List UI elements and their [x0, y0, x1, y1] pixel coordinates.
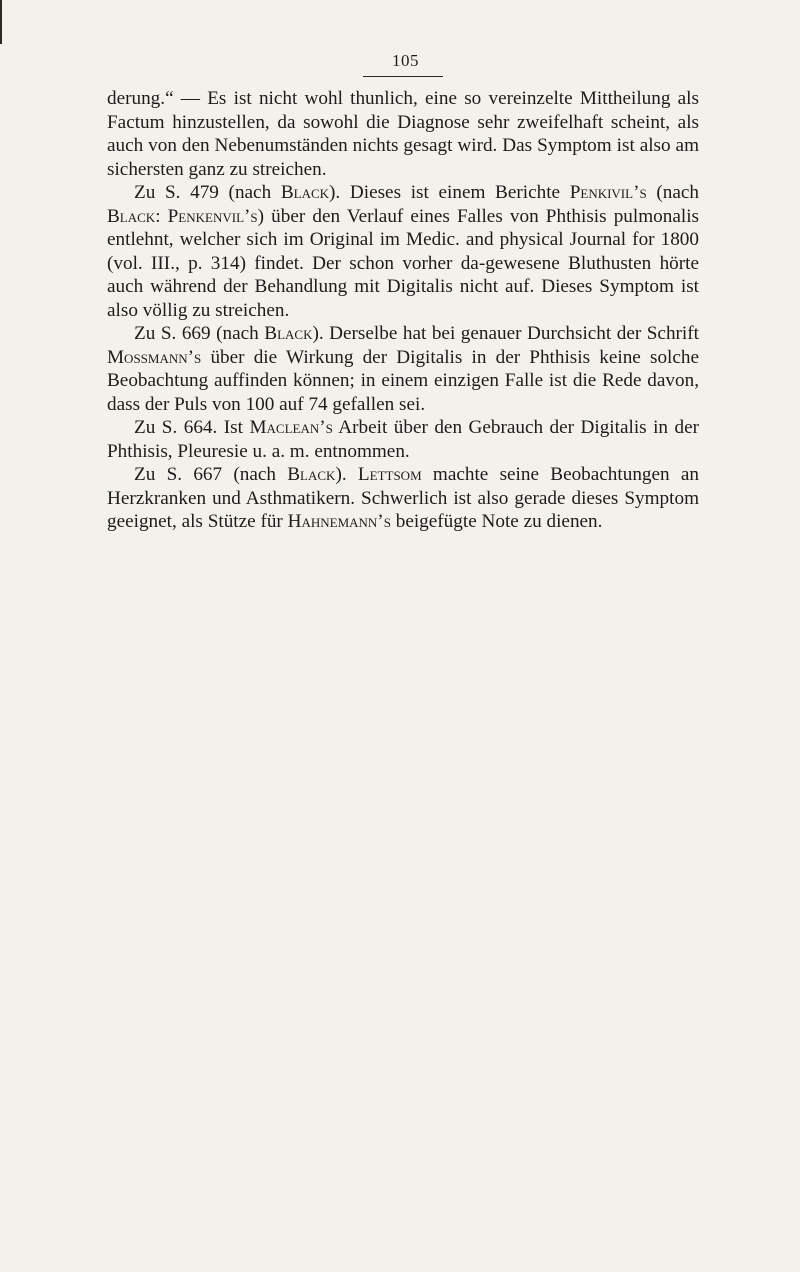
text-run: (nach — [646, 182, 699, 203]
name-smallcaps: Black — [264, 323, 313, 344]
text-run: ). Derselbe hat bei genauer Durchsicht der Schrift — [312, 323, 699, 344]
text-run: ) über den Verlauf eines Falles von Phthisis pulmonalis entlehnt, welcher sich im Original im Medic. and physical Journal for 1800 (vol. III., p. 314) findet. Der schon vorher da-gewesene Bluthusten hörte auch während der Behandlung mit Digitalis nicht auf. Dieses Symptom ist also völlig zu streichen. — [107, 205, 699, 321]
text-run: ). — [335, 464, 358, 485]
paragraph-1 — [107, 87, 699, 181]
paragraph-4 — [107, 416, 699, 463]
name-smallcaps: Hahnemann’s — [287, 511, 391, 532]
name-smallcaps: Black — [280, 182, 330, 203]
header-rule — [363, 76, 443, 77]
name-smallcaps: Penkivil’s — [569, 182, 647, 203]
text-run: Zu S. 479 (nach — [134, 182, 281, 203]
page-edge-line — [0, 0, 2, 44]
paragraph-3 — [107, 322, 699, 416]
text-run: Zu S. 669 (nach — [134, 323, 265, 344]
text-body — [107, 87, 699, 534]
text-run: Zu S. 667 (nach — [134, 464, 288, 485]
text-run: beigefügte Note zu dienen. — [390, 511, 603, 532]
text-run: ). Dieses ist einem Berichte — [329, 182, 570, 203]
text-run: derung.“ — Es ist nicht wohl thunlich, eine so vereinzelte Mittheilung als Factum hinzustellen, da sowohl die Diagnose sehr zweifelhaft scheint, als auch von den Nebenumständen nichts gesagt wird. Das Symptom ist also am sichersten ganz zu streichen. — [107, 88, 699, 180]
text-run: : — [155, 205, 168, 227]
name-smallcaps: Maclean’s — [249, 417, 333, 438]
text-run: Zu S. 664. Ist — [134, 417, 250, 438]
paragraph-5 — [107, 463, 699, 534]
text-run: über die Wirkung der Digitalis in der Phthisis keine solche Beobachtung auffinden können; in einem einzigen Falle ist die Rede davon, dass der Puls von 100 auf 74 gefallen sei. — [107, 346, 699, 415]
page-number: 105 — [392, 51, 419, 70]
name-smallcaps: Lettsom — [357, 464, 422, 485]
text-run: Arbeit über den Gebrauch der Digitalis in der Phthisis, Pleuresie u. a. m. entnommen. — [107, 417, 699, 462]
name-smallcaps: Penkenvil’s — [167, 205, 258, 227]
name-smallcaps: Black — [287, 464, 336, 485]
paragraph-2 — [107, 181, 699, 322]
text-run: machte seine Beobachtungen an Herzkranken und Asthmatikern. Schwerlich ist also gerade dieses Symptom geeignet, als Stütze für — [107, 464, 699, 532]
name-smallcaps: Black — [107, 205, 156, 227]
name-smallcaps: Mossmann’s — [107, 346, 202, 368]
